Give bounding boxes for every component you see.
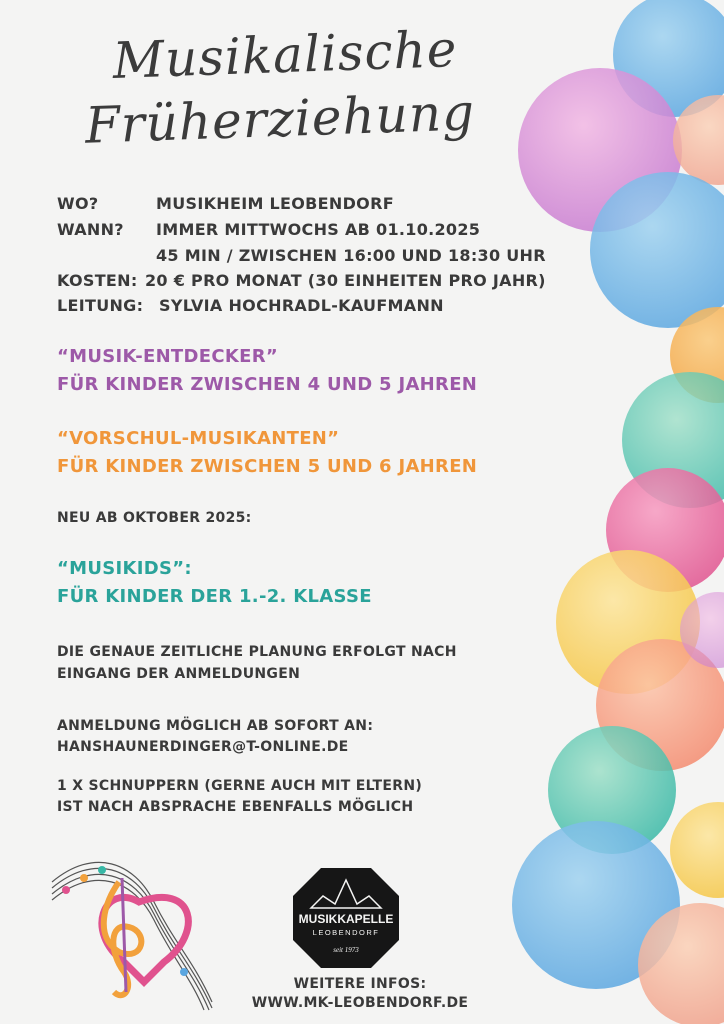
when-value-1: IMMER MITTWOCHS AB 01.10.2025 <box>156 220 481 239</box>
title-line-2: Früherziehung <box>84 83 476 155</box>
logo-place: LEOBENDORF <box>312 928 380 937</box>
signup-line-1: ANMELDUNG MÖGLICH AB SOFORT AN: <box>57 718 374 734</box>
where-label: WO? <box>57 194 99 213</box>
cost-value: 20 € PRO MONAT (30 EINHEITEN PRO JAHR) <box>145 271 546 290</box>
when-value-2: 45 MIN / ZWISCHEN 16:00 UND 18:30 UHR <box>156 246 546 265</box>
cost-label: KOSTEN: <box>57 271 138 290</box>
band-logo-icon <box>291 866 401 970</box>
kids-age: FÜR KINDER DER 1.-2. KLASSE <box>57 586 372 607</box>
title-line-1: Musikalische <box>111 20 459 90</box>
signup-email[interactable]: HANSHAUNERDINGER@T-ONLINE.DE <box>57 739 349 755</box>
preschool-title: “VORSCHUL-MUSIKANTEN” <box>57 428 340 449</box>
preschool-age: FÜR KINDER ZWISCHEN 5 UND 6 JAHREN <box>57 456 478 477</box>
trial-line-1: 1 X SCHNUPPERN (GERNE AUCH MIT ELTERN) <box>57 778 423 794</box>
footer-line-1: WEITERE INFOS: <box>293 976 427 992</box>
logo-since: seit 1973 <box>333 946 359 954</box>
when-label: WANN? <box>57 220 124 239</box>
planning-line-2: EINGANG DER ANMELDUNGEN <box>57 666 301 682</box>
where-value: MUSIKHEIM LEOBENDORF <box>156 194 394 213</box>
footer-website-link[interactable]: WWW.MK-LEOBENDORF.DE <box>251 995 469 1011</box>
lead-label: LEITUNG: <box>57 296 144 315</box>
explorers-age: FÜR KINDER ZWISCHEN 4 UND 5 JAHREN <box>57 374 478 395</box>
planning-line-1: DIE GENAUE ZEITLICHE PLANUNG ERFOLGT NACH <box>57 644 457 660</box>
logo-name: MUSIKKAPELLE <box>298 912 394 926</box>
kids-title: “MUSIKIDS”: <box>57 558 192 579</box>
lead-value: SYLVIA HOCHRADL-KAUFMANN <box>159 296 444 315</box>
treble-clef-heart-icon <box>44 842 214 1012</box>
trial-line-2: IST NACH ABSPRACHE EBENFALLS MÖGLICH <box>57 799 414 815</box>
explorers-title: “MUSIK-ENTDECKER” <box>57 346 278 367</box>
new-note: NEU AB OKTOBER 2025: <box>57 510 252 526</box>
